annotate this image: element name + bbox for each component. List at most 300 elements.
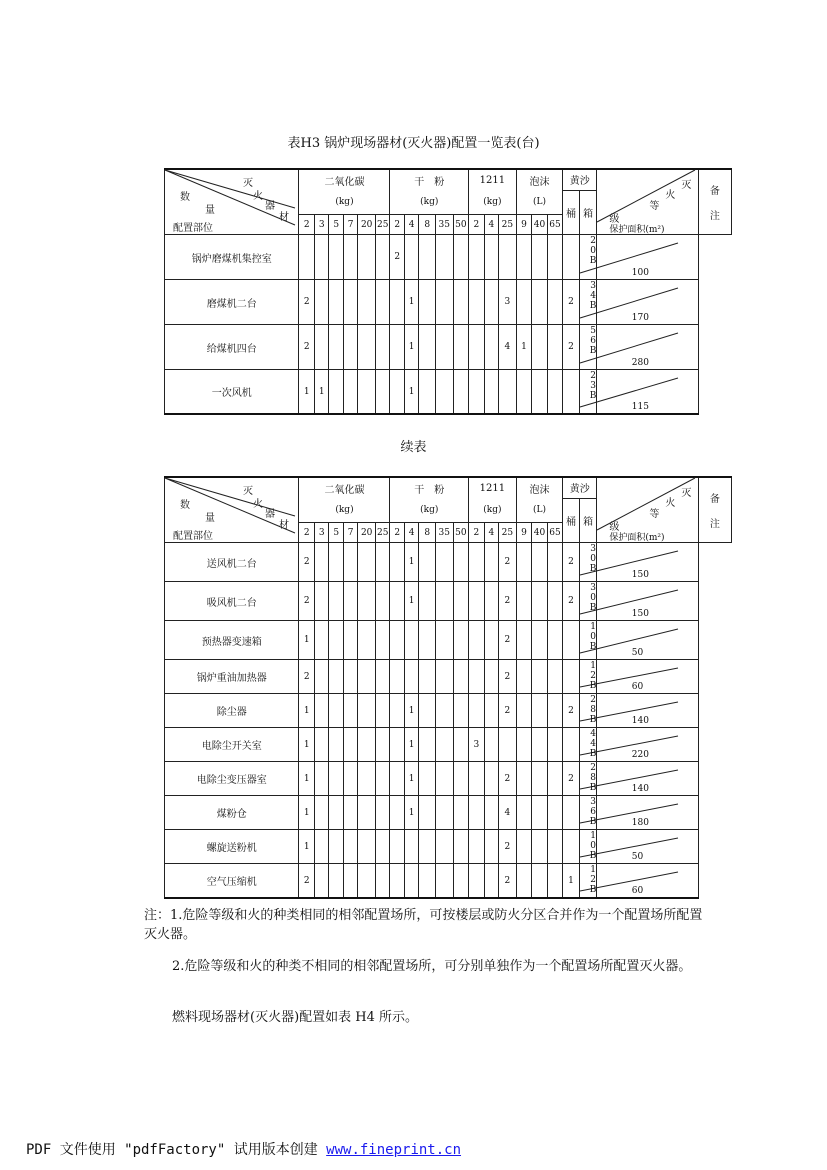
value-cell — [484, 660, 498, 694]
value-cell: 1 — [516, 325, 532, 370]
group-name: 二氧化碳 — [324, 484, 365, 496]
value-cell — [329, 796, 343, 830]
value-cell — [435, 621, 453, 660]
value-cell — [532, 762, 548, 796]
fire-grade: 1 0 B — [589, 622, 599, 652]
value-cell — [532, 325, 548, 370]
value-cell — [375, 796, 390, 830]
size-header: 2 — [469, 523, 485, 543]
value-cell — [516, 660, 532, 694]
size-header: 25 — [499, 215, 517, 235]
value-cell — [469, 582, 485, 621]
sand-sub-header-0: 桶 — [563, 498, 580, 543]
group-unit-3: (L) — [516, 498, 563, 523]
group-name: 干 粉 — [414, 176, 445, 188]
fire-grade-box — [580, 280, 649, 324]
value-cell: 1 — [404, 762, 418, 796]
value-cell — [532, 830, 548, 864]
group-header-4 — [563, 477, 597, 498]
value-cell: 1 — [404, 325, 418, 370]
value-cell — [390, 796, 404, 830]
table-row — [165, 864, 732, 899]
corner-label-b: 火 — [253, 499, 263, 510]
fire-grade-box — [580, 235, 649, 279]
value-cell — [314, 582, 328, 621]
value-cell — [329, 660, 343, 694]
value-cell — [532, 370, 548, 415]
table1-caption: 表H3 锅炉现场器材(灭火器)配置一览表(台) — [287, 136, 540, 151]
value-cell — [563, 370, 580, 415]
remarks-label-a: 备 — [709, 186, 720, 197]
header-corner — [165, 169, 299, 235]
table-row — [165, 582, 732, 621]
value-cell — [419, 370, 436, 415]
value-cell — [547, 370, 563, 415]
value-cell — [404, 660, 418, 694]
value-cell — [314, 830, 328, 864]
value-cell — [358, 543, 376, 582]
value-cell — [532, 280, 548, 325]
value-cell — [329, 325, 343, 370]
value-cell — [390, 660, 404, 694]
group-unit-2: (kg) — [469, 190, 517, 215]
value-cell — [469, 543, 485, 582]
size-header: 5 — [329, 523, 343, 543]
value-cell — [375, 728, 390, 762]
value-cell — [499, 370, 517, 415]
table-row — [165, 796, 732, 830]
value-cell — [453, 280, 469, 325]
value-cell: 2 — [499, 864, 517, 899]
fire-grade: 3 0 B — [589, 583, 599, 613]
fire-grade-cell — [579, 370, 649, 415]
group-header-2 — [469, 169, 517, 190]
value-cell — [453, 660, 469, 694]
fire-class-label-e: 保护面积(m²) — [609, 225, 665, 235]
protection-area: 220 — [631, 750, 649, 760]
fire-grade-cell — [579, 694, 649, 728]
value-cell — [390, 621, 404, 660]
note-1: 注：1.危险等级和火的种类相同的相邻配置场所，可按楼层或防火分区合并作为一个配置场所配置灭火器。 — [144, 908, 703, 942]
value-cell — [419, 621, 436, 660]
value-cell — [375, 280, 390, 325]
value-cell — [563, 796, 580, 830]
corner-label-e: 数 — [180, 192, 190, 203]
group-unit-1: (kg) — [390, 498, 469, 523]
value-cell — [343, 762, 357, 796]
corner-label-a: 灭 — [243, 178, 253, 189]
fire-grade: 1 2 B — [589, 661, 599, 691]
table2-caption: 续表 — [400, 440, 427, 455]
remarks-header — [698, 169, 731, 235]
fire-grade-cell — [579, 728, 649, 762]
value-cell — [532, 582, 548, 621]
value-cell — [329, 762, 343, 796]
value-cell — [390, 543, 404, 582]
value-cell — [453, 325, 469, 370]
value-cell — [343, 280, 357, 325]
value-cell — [404, 864, 418, 899]
value-cell — [329, 621, 343, 660]
value-cell — [435, 762, 453, 796]
fire-grade-cell — [579, 280, 649, 325]
size-header: 20 — [358, 215, 376, 235]
value-cell: 1 — [404, 728, 418, 762]
value-cell — [516, 796, 532, 830]
size-header: 8 — [419, 215, 436, 235]
value-cell — [469, 864, 485, 899]
value-cell — [314, 660, 328, 694]
group-name: 1211 — [479, 482, 506, 494]
value-cell — [484, 280, 498, 325]
value-cell — [314, 694, 328, 728]
size-header: 65 — [547, 523, 563, 543]
value-cell — [435, 796, 453, 830]
location-cell: 吸风机二台 — [165, 582, 299, 621]
value-cell — [547, 543, 563, 582]
value-cell — [435, 694, 453, 728]
value-cell — [469, 280, 485, 325]
fire-grade: 3 6 B — [589, 797, 599, 827]
fire-grade-box — [580, 796, 649, 829]
value-cell — [547, 694, 563, 728]
table-row — [165, 621, 732, 660]
value-cell — [343, 728, 357, 762]
fire-grade-box — [580, 694, 649, 727]
value-cell — [469, 796, 485, 830]
size-header: 5 — [329, 215, 343, 235]
size-header: 7 — [343, 215, 357, 235]
value-cell — [329, 370, 343, 415]
group-header-2 — [469, 477, 517, 498]
value-cell: 1 — [299, 762, 315, 796]
value-cell — [314, 762, 328, 796]
value-cell: 1 — [299, 830, 315, 864]
value-cell — [453, 370, 469, 415]
fire-class-label-d: 级 — [609, 214, 620, 225]
value-cell — [484, 864, 498, 899]
value-cell — [532, 621, 548, 660]
value-cell — [299, 235, 315, 280]
fire-grade-box — [580, 762, 649, 795]
fire-grade: 1 0 B — [589, 831, 599, 861]
value-cell — [343, 235, 357, 280]
value-cell — [390, 762, 404, 796]
value-cell — [358, 796, 376, 830]
value-cell — [516, 762, 532, 796]
value-cell — [453, 621, 469, 660]
value-cell — [419, 325, 436, 370]
value-cell — [499, 235, 517, 280]
value-cell — [469, 830, 485, 864]
size-header: 2 — [390, 523, 404, 543]
table-row — [165, 235, 732, 280]
value-cell — [358, 370, 376, 415]
value-cell: 1 — [563, 864, 580, 899]
table-row — [165, 543, 732, 582]
value-cell — [435, 728, 453, 762]
size-header: 35 — [435, 215, 453, 235]
table-row — [165, 694, 732, 728]
value-cell — [375, 543, 390, 582]
fire-grade-box — [580, 864, 644, 897]
value-cell — [516, 728, 532, 762]
size-header: 35 — [435, 523, 453, 543]
protection-area: 150 — [631, 609, 649, 619]
value-cell: 2 — [499, 582, 517, 621]
group-header-0 — [299, 477, 390, 498]
value-cell — [469, 325, 485, 370]
location-cell: 锅炉磨煤机集控室 — [165, 235, 299, 280]
fire-class-box — [597, 478, 697, 542]
value-cell — [469, 235, 485, 280]
value-cell — [375, 582, 390, 621]
value-cell — [375, 830, 390, 864]
size-header: 65 — [547, 215, 563, 235]
fire-grade-cell — [579, 543, 649, 582]
fire-grade: 1 2 B — [589, 865, 599, 895]
fire-grade-box — [580, 830, 644, 863]
value-cell — [532, 694, 548, 728]
location-cell: 电除尘变压器室 — [165, 762, 299, 796]
group-header-4 — [563, 169, 597, 190]
value-cell — [435, 235, 453, 280]
value-cell — [435, 370, 453, 415]
corner-box — [165, 478, 298, 542]
corner-label-c: 器 — [265, 509, 275, 520]
value-cell — [329, 235, 343, 280]
value-cell — [390, 370, 404, 415]
value-cell — [375, 660, 390, 694]
fire-class-label-a: 灭 — [681, 488, 692, 499]
sand-sub-header-1: 箱 — [579, 498, 597, 543]
fire-grade: 3 0 B — [589, 544, 599, 574]
value-cell — [435, 660, 453, 694]
value-cell: 2 — [563, 280, 580, 325]
value-cell — [453, 582, 469, 621]
location-cell: 电除尘开关室 — [165, 728, 299, 762]
fire-class-label-c: 等 — [649, 201, 660, 212]
value-cell — [547, 762, 563, 796]
note-3: 燃料现场器材(灭火器)配置如表 H4 所示。 — [172, 1010, 419, 1025]
value-cell — [469, 621, 485, 660]
value-cell: 2 — [299, 582, 315, 621]
location-cell: 空气压缩机 — [165, 864, 299, 899]
value-cell — [469, 694, 485, 728]
value-cell — [343, 582, 357, 621]
value-cell: 2 — [499, 694, 517, 728]
value-cell — [516, 370, 532, 415]
value-cell — [469, 660, 485, 694]
value-cell: 1 — [404, 694, 418, 728]
value-cell — [435, 582, 453, 621]
value-cell — [390, 582, 404, 621]
value-cell — [404, 830, 418, 864]
value-cell — [435, 325, 453, 370]
group-name: 1211 — [479, 174, 506, 186]
size-header: 3 — [314, 215, 328, 235]
fire-grade: 5 6 B — [589, 326, 599, 356]
fire-grade-cell — [579, 864, 644, 899]
value-cell — [329, 864, 343, 899]
value-cell: 1 — [299, 370, 315, 415]
value-cell — [453, 762, 469, 796]
value-cell: 1 — [299, 694, 315, 728]
table-row — [165, 280, 732, 325]
value-cell — [484, 621, 498, 660]
group-unit-2: (kg) — [469, 498, 517, 523]
protection-area: 115 — [631, 402, 649, 412]
corner-box — [165, 170, 298, 234]
value-cell — [419, 660, 436, 694]
size-header: 2 — [469, 215, 485, 235]
value-cell: 2 — [563, 762, 580, 796]
value-cell: 2 — [499, 660, 517, 694]
table-row — [165, 830, 732, 864]
remarks-label-a: 备 — [709, 494, 720, 505]
value-cell: 2 — [299, 660, 315, 694]
group-unit-0: (kg) — [299, 190, 390, 215]
sand-sub-header-1: 箱 — [579, 190, 597, 235]
value-cell — [419, 582, 436, 621]
value-cell — [435, 864, 453, 899]
value-cell: 4 — [499, 325, 517, 370]
fire-class-box — [597, 170, 697, 234]
value-cell: 2 — [299, 325, 315, 370]
size-header: 2 — [299, 215, 315, 235]
footer-link[interactable]: www.fineprint.cn — [326, 1142, 462, 1158]
value-cell: 2 — [499, 621, 517, 660]
value-cell — [516, 864, 532, 899]
fire-grade-cell — [579, 830, 644, 864]
value-cell — [329, 728, 343, 762]
value-cell — [358, 325, 376, 370]
value-cell — [375, 235, 390, 280]
value-cell — [484, 370, 498, 415]
value-cell — [314, 280, 328, 325]
table-row — [165, 370, 732, 415]
value-cell: 1 — [404, 280, 418, 325]
value-cell — [516, 280, 532, 325]
corner-label-c: 器 — [265, 201, 275, 212]
value-cell — [419, 796, 436, 830]
footer-text: PDF 文件使用 "pdfFactory" 试用版本创建 — [26, 1142, 327, 1158]
value-cell — [343, 694, 357, 728]
value-cell — [532, 543, 548, 582]
value-cell — [563, 830, 580, 864]
fire-grade-box — [580, 660, 644, 693]
protection-area: 100 — [631, 268, 649, 278]
location-cell: 磨煤机二台 — [165, 280, 299, 325]
group-name: 干 粉 — [414, 484, 445, 496]
value-cell — [563, 660, 580, 694]
value-cell: 1 — [404, 796, 418, 830]
value-cell — [547, 796, 563, 830]
group-name: 泡沫 — [529, 176, 550, 188]
value-cell — [516, 694, 532, 728]
group-name: 黄沙 — [569, 484, 590, 496]
value-cell — [499, 728, 517, 762]
value-cell: 2 — [390, 235, 404, 280]
value-cell — [484, 235, 498, 280]
value-cell — [547, 660, 563, 694]
value-cell — [532, 235, 548, 280]
value-cell — [358, 280, 376, 325]
value-cell — [375, 762, 390, 796]
value-cell — [375, 621, 390, 660]
value-cell — [419, 830, 436, 864]
fire-class-header — [597, 169, 698, 235]
group-name: 泡沫 — [529, 484, 550, 496]
value-cell — [419, 728, 436, 762]
value-cell — [419, 694, 436, 728]
protection-area: 50 — [631, 852, 644, 862]
location-cell: 煤粉仓 — [165, 796, 299, 830]
corner-label-b: 火 — [253, 191, 263, 202]
value-cell — [329, 582, 343, 621]
fire-class-label-b: 火 — [665, 498, 676, 509]
fire-grade-cell — [579, 762, 649, 796]
value-cell — [453, 796, 469, 830]
protection-area: 140 — [631, 716, 649, 726]
fire-grade-box — [580, 582, 649, 620]
fire-grade-cell — [579, 660, 644, 694]
value-cell — [329, 830, 343, 864]
protection-area: 60 — [631, 886, 644, 896]
header-row-groups — [165, 169, 732, 190]
protection-area: 150 — [631, 570, 649, 580]
value-cell — [358, 762, 376, 796]
location-cell: 给煤机四台 — [165, 325, 299, 370]
value-cell — [375, 694, 390, 728]
value-cell — [314, 864, 328, 899]
value-cell: 1 — [404, 582, 418, 621]
location-cell: 螺旋送粉机 — [165, 830, 299, 864]
value-cell — [547, 621, 563, 660]
corner-label-g: 配置部位 — [173, 531, 213, 542]
value-cell: 2 — [499, 830, 517, 864]
sand-sub-header-0: 桶 — [563, 190, 580, 235]
size-header: 20 — [358, 523, 376, 543]
value-cell — [532, 796, 548, 830]
value-cell — [435, 543, 453, 582]
fire-class-label-e: 保护面积(m²) — [609, 533, 665, 543]
size-header: 25 — [375, 523, 390, 543]
fire-grade-cell — [579, 325, 649, 370]
value-cell: 3 — [469, 728, 485, 762]
value-cell — [469, 370, 485, 415]
location-cell: 一次风机 — [165, 370, 299, 415]
fire-grade-cell — [579, 621, 644, 660]
value-cell: 1 — [299, 796, 315, 830]
fire-class-label-b: 火 — [665, 190, 676, 201]
size-header: 50 — [453, 523, 469, 543]
value-cell: 4 — [499, 796, 517, 830]
value-cell — [484, 325, 498, 370]
value-cell — [375, 864, 390, 899]
value-cell — [358, 830, 376, 864]
value-cell — [314, 543, 328, 582]
value-cell — [329, 280, 343, 325]
value-cell — [547, 325, 563, 370]
value-cell: 2 — [299, 864, 315, 899]
value-cell: 2 — [299, 280, 315, 325]
value-cell — [314, 728, 328, 762]
value-cell — [484, 796, 498, 830]
fire-grade-cell — [579, 582, 649, 621]
value-cell — [358, 694, 376, 728]
size-header: 25 — [375, 215, 390, 235]
